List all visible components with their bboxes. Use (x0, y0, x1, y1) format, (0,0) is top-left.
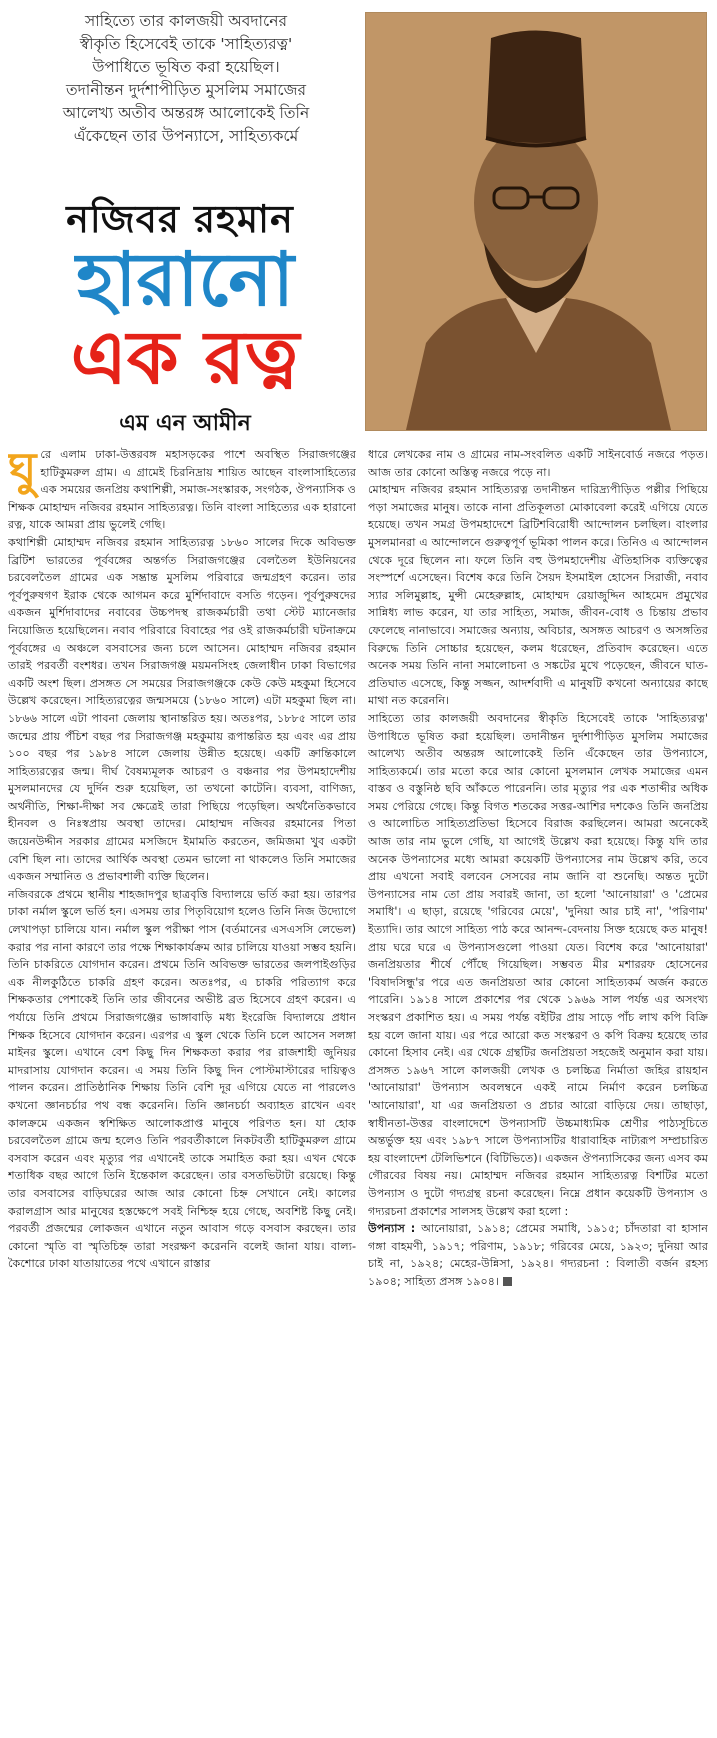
end-mark-icon (503, 1277, 512, 1286)
article-paragraph: সাহিত্যে তার কালজয়ী অবদানের স্বীকৃতি হিসেবেই তাকে 'সাহিত্যরত্ন' উপাধিতে ভূষিত করা হয়েছিল। তদানীন্তন দুর্দশাপীড়িত মুসলিম সমাজের আলেখ্য অতীব অন্তরঙ্গ আলোকেই তিনি এঁকেছেন তার উপন্যাসে, সাহিত্যকর্মে। তার মতো করে আর কোনো মুসলমান লেখক সমাজের এমন বাস্তব ও বস্তুনিষ্ঠ ছবি আঁকতে পারেননি। তার মৃত্যুর পর এক শতাব্দীর অধিক সময় পেরিয়ে গেছে। কিন্তু বিগত শতকের সত্তর-আশির দশকেও তিনি জনপ্রিয় ও আলোচিত সাহিত্যপ্রতিভা হিসেবে বিরাজ করছিলেন। আমরা অনেকেই আজ তার নাম ভুলে গেছি, যা আগেই উল্লেখ করা হয়েছে। কিন্তু যদি তার অনেক উপন্যাসের মধ্যে আমরা কয়েকটি উপন্যাসের নাম উল্লেখ করি, তবে প্রায় এখনো সবাই বলবেন সেসবের নাম জানি বা শুনেছি। অন্তত দুটো উপন্যাসের নাম তো প্রায় সবারই জানা, তা হলো 'আনোয়ারা' ও 'প্রেমের সমাধি'। এ ছাড়া, রয়েছে 'গরিবের মেয়ে', 'দুনিয়া আর চাই না', 'পরিণাম' ইত্যাদি। তার আগে সাহিত্য পাঠ করে আনন্দ-বেদনায় সিক্ত হয়েছে কত মানুষ! প্রায় ঘরে ঘরে এ উপন্যাসগুলো পাওয়া যেত। বিশেষ করে 'আনোয়ারা' জনপ্রিয়তার শীর্ষে পৌঁছে গিয়েছিল। সম্ভবত মীর মশাররফ হোসেনের 'বিষাদসিন্ধু'র পরে এত জনপ্রিয়তা আর কোনো সাহিত্যকর্ম অর্জন করতে পারেনি। ১৯১৪ সালে প্রকাশের পর থেকে ১৯৬৯ সাল পর্যন্ত এর অসংখ্য সংস্করণ প্রকাশিত হয়। এ সময় পর্যন্ত বইটির প্রায় সাড়ে পাঁচ লাখ কপি বিক্রি হয় বলে জানা যায়। এর পরে আরো কত সংস্করণ ও কপি বিক্রয় হয়েছে তার কোনো হিসাব নেই। এর থেকে গ্রন্থটির জনপ্রিয়তা সহজেই অনুমান করা যায়। প্রসঙ্গত ১৯৬৭ সালে কালজয়ী লেখক ও চলচ্চিত্র নির্মাতা জহির রায়হান 'আনোয়ারা' উপন্যাস অবলম্বনে একই নামে নির্মাণ করেন চলচ্চিত্র 'আনোয়ারা', যা এর জনপ্রিয়তা ও প্রচার আরো বাড়িয়ে দেয়। তাছাড়া, স্বাধীনতা-উত্তর বাংলাদেশে উপন্যাসটি উচ্চমাধ্যমিক শ্রেণীর পাঠ্যসূচিতে অন্তর্ভুক্ত হয় এবং ১৯৮৭ সালে উপন্যাসটির ধারাবাহিক নাট্যরূপ সম্প্রচারিত হয় বাংলাদেশ টেলিভিশনে (বিটিভিতে)। একজন ঔপন্যাসিকের জন্য এসব কম গৌরবের বিষয় নয়। মোহাম্মদ নজিবর রহমান সাহিত্যরত্ন বিশটির মতো উপন্যাস ও দুটো গদ্যগ্রন্থ রচনা করেছেন। নিম্নে প্রধান কয়েকটি উপন্যাস ও গদ্যরচনা প্রকাশের সালসহ উল্লেখ করা হলো : (368, 711, 708, 1218)
headline-word-gem: এক রত্ন (70, 315, 300, 401)
intro-line: উপাধিতে ভূষিত করা হয়েছিল। (92, 58, 280, 76)
subject-name: নজিবর রহমান (66, 197, 294, 241)
intro-line: এঁকেছেন তার উপন্যাসে, সাহিত্যকর্মে (73, 127, 299, 145)
article-paragraph: ঘুরে এলাম ঢাকা-উত্তরবঙ্গ মহাসড়কের পাশে অবস্থিত সিরাজগঞ্জের হাটিকুমরুল গ্রাম। এ গ্রামেই চিরনিদ্রায় শায়িত আছেন বাংলাসাহিত্যের এক সময়ের জনপ্রিয় কথাশিল্পী, সমাজ-সংস্কারক, সংগঠক, ঔপন্যাসিক ও শিক্ষক মোহাম্মদ নজিবর রহমান সাহিত্যরত্ন। তিনি বাংলা সাহিত্যের এক হারানো রত্ন, যাকে আমরা প্রায় ভুলেই গেছি। (8, 446, 356, 532)
article-paragraph: নজিবরকে প্রথমে স্থানীয় শাহজাদপুর ছাত্রবৃত্তি বিদ্যালয়ে ভর্তি করা হয়। তারপর ঢাকা নর্মাল স্কুলে ভর্তি হন। এসময় তার পিতৃবিয়োগ হলেও তিনি নিজ উদ্যোগে লেখাপড়া চালিয়ে যান। নর্মাল স্কুল পরীক্ষা পাস (বর্তমানের এসএসসি লেভেল) করার পর নানা কারণে তার পক্ষে শিক্ষাকার্যক্রম আর চালিয়ে যাওয়া সম্ভব হয়নি। তিনি চাকরিতে যোগদান করেন। প্রথমে তিনি অবিভক্ত ভারতের জলপাইগুড়ির এক নীলকুঠিতে চাকরি গ্রহণ করেন। অতঃপর, এ চাকরি পরিত্যাগ করে শিক্ষকতার পেশাকেই তিনি তার জীবনের অভীষ্ট ব্রত হিসেবে গ্রহণ করেন। এ পর্যায়ে তিনি প্রথমে সিরাজগঞ্জের ভাঙ্গাবাড়ি মধ্য ইংরেজি বিদ্যালয়ে প্রধান শিক্ষক হিসেবে যোগদান করেন। এরপর এ স্কুল থেকে তিনি চলে আসেন সলঙ্গা মাইনর স্কুলে। এখানে বেশ কিছু দিন শিক্ষকতা করার পর রাজশাহী জুনিয়র মাদরাসায় যোগদান করেন। এ সময় তিনি কিছু দিন পোস্টমাস্টারের দায়িত্বও পালন করেন। প্রাতিষ্ঠানিক শিক্ষায় তিনি বেশি দূর এগিয়ে যেতে না পারলেও কখনো জ্ঞানচর্চার পথ বন্ধ করেননি। তিনি জ্ঞানচর্চা অব্যাহত রাখেন এবং কালক্রমে একজন স্বশিক্ষিত আলোকপ্রাপ্ত মানুষে পরিণত হন। যা হোক চরবেলতৈল গ্রামে জন্ম হলেও তিনি পরবর্তীকালে নিকটবর্তী হাটিকুমরুল গ্রামে বসবাস করেন এবং মৃত্যুর পর এখানেই তাকে সমাহিত করা হয়। এখন থেকে শতাধিক বছর আগে তিনি ইন্তেকাল করেছেন। তার বসতভিটাটা রয়েছে। কিন্তু তার বসবাসের বাড়িঘরের আজ আর কোনো চিহ্ন সেখানে নেই। কালের করালগ্রাস আর মানুষের হস্তক্ষেপে সবই নিশ্চিহ্ন হয়ে গেছে, অবশিষ্ট কিছু নেই। পরবর্তী প্রজন্মের লোকজন এখানে নতুন আবাস গড়ে বসবাস করছেন। তার কোনো স্মৃতি বা স্মৃতিচিহ্ন তারা সংরক্ষণ করেননি বলেই জানা যায়। বাল্য-কৈশোরে ঢাকা যাতায়াতের পথে এখানে রাস্তার (8, 887, 356, 1271)
intro-blurb (12, 10, 360, 148)
works-list: উপন্যাস : আনোয়ারা, ১৯১৪; প্রেমের সমাধি, ১৯১৫; চাঁদতারা বা হাসান গঙ্গা বাহমণী, ১৯১৭; পরিণাম, ১৯১৮; গরিবের মেয়ে, ১৯২৩; দুনিয়া আর চাই না, ১৯২৪; মেহের-উন্নিসা, ১৯২৪। গদ্যরচনা : বিলাতী বর্জন রহস্য ১৯০৪; সাহিত্য প্রসঙ্গ ১৯০৪। (368, 1222, 708, 1288)
drop-cap: ঘু (8, 446, 37, 496)
intro-line: স্বীকৃতি হিসেবেই তাকে 'সাহিত্যরত্ন' (79, 35, 293, 53)
headline-word-lost: হারানো (76, 237, 294, 323)
works-label: উপন্যাস : (368, 1222, 422, 1236)
intro-line: তদানীন্তন দুর্দশাপীড়িত মুসলিম সমাজের (65, 81, 307, 99)
article-column-left (8, 446, 356, 1732)
portrait-illustration (366, 13, 706, 430)
intro-line: আলেখ্য অতীব অন্তরঙ্গ আলোকেই তিনি (62, 104, 310, 122)
article-paragraph: মোহাম্মদ নজিবর রহমান সাহিত্যরত্ন তদানীন্তন দারিদ্র্যপীড়িত পল্লীর পিছিয়ে পড়া সমাজের মানুষ। তাকে নানা প্রতিকূলতা মোকাবেলা করেই এগিয়ে যেতে হয়েছে। তখন সমগ্র উপমহাদেশে ব্রিটিশবিরোধী আন্দোলন চলছিল। বাংলার মুসলমানরা এ আন্দোলনে গুরুত্বপূর্ণ ভূমিকা পালন করে। তিনিও এ আন্দোলন থেকে দূরে ছিলেন না। ফলে তিনি বহু উপমহাদেশীয় ঐতিহাসিক ব্যক্তিত্বের সংস্পর্শে এসেছেন। বিশেষ করে তিনি সৈয়দ ইসমাইল হোসেন সিরাজী, নবাব স্যার সলিমুল্লাহ, মুন্সী মেহেরুল্লাহ, মোহাম্মদ রেয়াজুদ্দিন আহমেদ প্রমুখের সান্নিধ্য লাভ করেন, যা তার সাহিত্য, সমাজ, জীবন-বোধ ও চিন্তায় প্রভাব ফেলেছে নানাভাবে। সমাজের অন্যায়, অবিচার, অসঙ্গত আচরণ ও অসঙ্গতির বিরুদ্ধে তিনি সোচ্চার হয়েছেন, কলম ধরেছেন, প্রতিবাদ করেছেন। এতে অনেক সময় তিনি নানা সমালোচনা ও সঙ্কটের মুখে পড়েছেন, জীবনে ঘাত-প্রতিঘাত এসেছে, কিন্তু সজ্জন, আদর্শবাদী এ মানুষটি কখনো অন্যায়ের কাছে মাথা নত করেননি। (368, 483, 708, 708)
article-column-right (368, 446, 708, 1732)
portrait-photo (365, 12, 707, 431)
article-paragraph: ধারে লেখকের নাম ও গ্রামের নাম-সংবলিত একটি সাইনবোর্ড নজরে পড়ত। আজ তার কোনো অস্তিত্ব নজরে পড়ে না। (368, 448, 708, 479)
article-paragraph: কথাশিল্পী মোহাম্মদ নজিবর রহমান সাহিত্যরত্ন ১৮৬০ সালের দিকে অবিভক্ত ব্রিটিশ ভারতের পূর্ববঙ্গের অন্তর্গত সিরাজগঞ্জের বেলতৈল ইউনিয়নের চরবেলতৈল গ্রামের এক সম্ভ্রান্ত মুসলিম পরিবারে জন্মগ্রহণ করেন। তার পূর্বপুরুষগণ ইরাক থেকে আগমন করে মুর্শিদাবাদে বসতি গড়েন। পূর্বপুরুষদের একজন মুর্শিদাবাদের নবাবের উচ্চপদস্থ রাজকর্মচারী তথা স্টেট ম্যানেজার নিয়োজিত হয়েছিলেন। নবাব পরিবারে বিবাহের পর ওই রাজকর্মচারী ঘটনাক্রমে পূর্ববঙ্গের এ অঞ্চলে বসবাসের জন্য চলে আসেন। মোহাম্মদ নজিবর রহমান তারই পরবর্তী বংশধর। তখন সিরাজগঞ্জ ময়মনসিংহ জেলাধীন ঢাকা বিভাগের একটি অংশ ছিল। প্রসঙ্গত সে সময়ের সিরাজগঞ্জকে কেউ কেউ মহকুমা হিসেবে উল্লেখ করেছেন। সাহিত্যরত্নের জন্মসময়ে (১৮৬০ সালে) এটা মহকুমা ছিল না। ১৮৬৬ সালে এটা পাবনা জেলায় স্থানান্তরিত হয়। অতঃপর, ১৮৮৫ সালে তার জন্মের প্রায় পঁচিশ বছর পর সিরাজগঞ্জ মহকুমায় রূপান্তরিত হয় এবং এর প্রায় ১০০ বছর পর ১৯৮৪ সালে জেলায় উন্নীত হয়েছে। একটি ক্রান্তিকালে সাহিত্যরত্নের জন্ম। দীর্ঘ বৈষম্যমূলক আচরণ ও বঞ্চনার পর উপমহাদেশীয় মুসলমানদের যে দুর্দিন শুরু হয়েছিল, তা তখনো কাটেনি। ব্যবসা, বাণিজ্য, অর্থনীতি, শিক্ষা-দীক্ষা সব ক্ষেত্রেই তারা পিছিয়ে পড়েছিল। অর্থনৈতিকভাবে হীনবল ও নিঃস্বপ্রায় অবস্থা তাদের। মোহাম্মদ নজিবর রহমানের পিতা জয়েনউদ্দীন সরকার গ্রামের মসজিদে ইমামতি করতেন, জমিজমা খুব একটা বেশি ছিল না। তাদের আর্থিক অবস্থা তেমন ভালো না থাকলেও তিনি সমাজের একজন সম্মানিত ও প্রভাবশালী ব্যক্তি ছিলেন। (8, 535, 356, 884)
intro-line: সাহিত্যে তার কালজয়ী অবদানের (84, 12, 288, 30)
byline: এম এন আমীন (119, 411, 251, 436)
